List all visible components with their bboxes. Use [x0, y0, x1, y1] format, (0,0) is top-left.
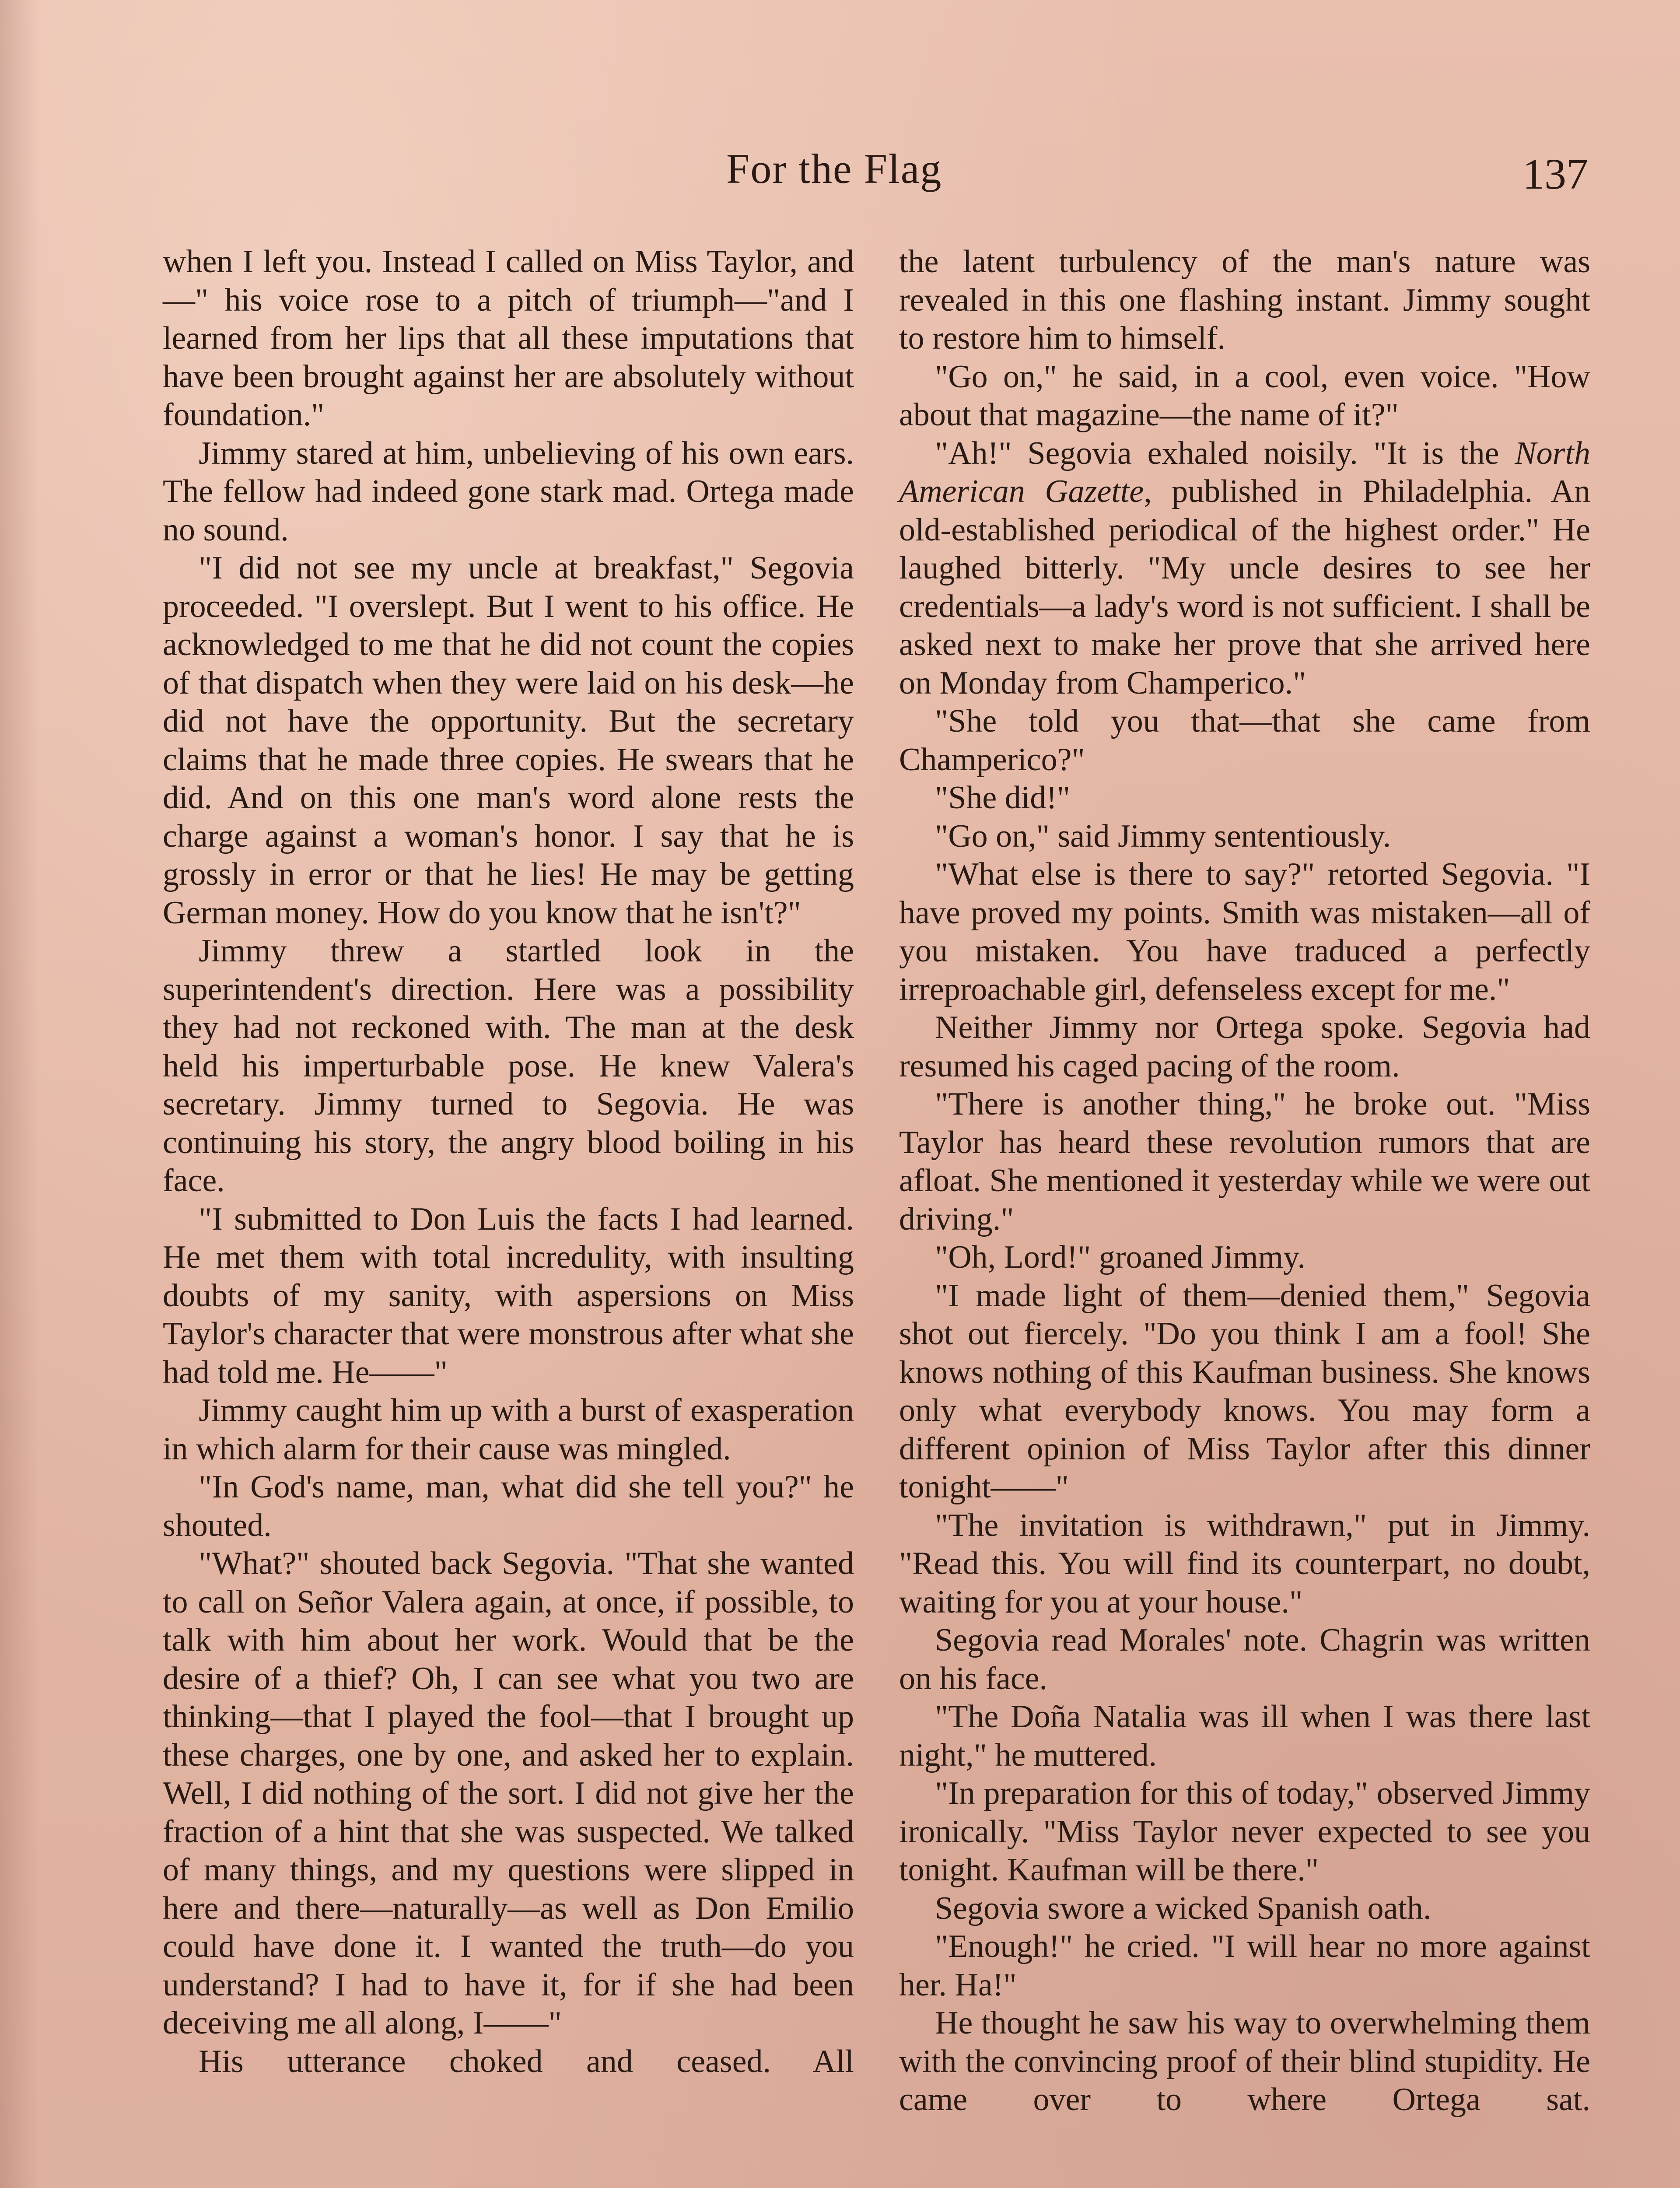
paragraph: "The Doña Natalia was ill when I was there last night," he muttered. — [899, 1699, 1590, 1773]
paragraph: "In God's name, man, what did she tell you?" he shouted. — [163, 1469, 854, 1543]
paragraph: His utterance choked and ceased. All — [199, 2043, 854, 2079]
running-title: For the Flag — [726, 145, 942, 192]
paragraph: "Enough!" he cried. "I will hear no more against her. Ha!" — [899, 1929, 1590, 2003]
paragraph: "She did!" — [935, 780, 1071, 816]
paragraph: "Go on," he said, in a cool, even voice. "How about that magazine—the name of it?" — [899, 358, 1590, 433]
paragraph: when I left you. Instead I called on Miss Taylor, and—" his voice rose to a pitch of triumph—"and I learned from her lips that all these imputations that have been brought against her are absolutely without foundation." — [163, 244, 854, 433]
paragraph: the latent turbulency of the man's nature was revealed in this one flashing instant. Jimmy sought to restore him to himself. — [899, 244, 1590, 356]
paragraph: "What?" shouted back Segovia. "That she wanted to call on Señor Valera again, at once, if possible, to talk with him about her work. Would that be the desire of a thief? Oh, I can see what you two are thinking—that I played the fool—that I brought up these charges, one by one, and asked her to explain. Well, I did nothing of the sort. I did not give her the fraction of a hint that she was suspected. We talked of many things, and my questions were slipped in here and there—naturally—as well as Don Emilio could have done it. I wanted the truth—do you understand? I had to have it, for if she had been deceiving me all along, I——" — [163, 1546, 854, 2041]
paragraph: He thought he saw his way to overwhelming them with the convincing proof of their blind stupidity. He came over to where Ortega sat. — [899, 2005, 1590, 2118]
right-column — [899, 243, 1590, 2119]
page-header — [0, 144, 1680, 206]
paragraph: "There is another thing," he broke out. "Miss Taylor has heard these revolution rumors that are afloat. She mentioned it yesterday while we were out driving." — [899, 1086, 1590, 1237]
paragraph: "What else is there to say?" retorted Segovia. "I have proved my points. Smith was mistaken—all of you mistaken. You have traduced a perfectly irreproachable girl, defenseless except for me." — [899, 856, 1590, 1007]
paragraph: Jimmy caught him up with a burst of exasperation in which alarm for their cause was mingled. — [163, 1392, 854, 1467]
paragraph: "I did not see my uncle at breakfast," Segovia proceeded. "I overslept. But I went to his office. He acknowledged to me that he did not count the copies of that dispatch when they were laid on his desk—he did not have the opportunity. But the secretary claims that he made three copies. He swears that he did. And on this one man's word alone rests the charge against a woman's honor. I say that he is grossly in error or that he lies! He may be getting German money. How do you know that he isn't?" — [163, 550, 854, 931]
paragraph: Segovia read Morales' note. Chagrin was written on his face. — [899, 1622, 1590, 1697]
paragraph: Neither Jimmy nor Ortega spoke. Segovia had resumed his caged pacing of the room. — [899, 1010, 1590, 1084]
paragraph: "In preparation for this of today," observed Jimmy ironically. "Miss Taylor never expected to see you tonight. Kaufman will be there." — [899, 1775, 1590, 1888]
paragraph: "Ah!" Segovia exhaled noisily. "It is the North American Gazette, published in Philadelphia. An old-established periodical of the highest order." He laughed bitterly. "My uncle desires to see her credentials—a lady's word is not sufficient. I shall be asked next to make her prove that she arrived here on Monday from Champerico." — [899, 435, 1590, 701]
paragraph: Jimmy threw a startled look in the superintendent's direction. Here was a possibility they had not reckoned with. The man at the desk held his imperturbable pose. He knew Valera's secretary. Jimmy turned to Segovia. He was continuing his story, the angry blood boiling in his face. — [163, 933, 854, 1199]
paragraph: "I submitted to Don Luis the facts I had learned. He met them with total incredulity, with insulting doubts of my sanity, with aspersions on Miss Taylor's character that were monstrous after what she had told me. He——" — [163, 1201, 854, 1390]
paragraph: Jimmy stared at him, unbelieving of his own ears. The fellow had indeed gone stark mad. Ortega made no sound. — [163, 435, 854, 548]
paragraph: "I made light of them—denied them," Segovia shot out fiercely. "Do you think I am a fool! She knows nothing of this Kaufman business. She knows only what everybody knows. You may form a different opinion of Miss Taylor after this dinner tonight——" — [899, 1277, 1590, 1505]
paragraph: "Oh, Lord!" groaned Jimmy. — [935, 1239, 1306, 1275]
paragraph: "Go on," said Jimmy sententiously. — [935, 818, 1391, 854]
page-number: 137 — [1522, 150, 1588, 198]
left-column — [163, 243, 854, 2081]
italic-title: North American Gazette — [899, 435, 1590, 509]
page-edge-shadow — [0, 0, 39, 2188]
paragraph: Segovia swore a wicked Spanish oath. — [935, 1890, 1432, 1926]
paragraph: "She told you that—that she came from Champerico?" — [899, 703, 1590, 778]
paragraph: "The invitation is withdrawn," put in Jimmy. "Read this. You will find its counterpart, no doubt, waiting for you at your house." — [899, 1507, 1590, 1620]
